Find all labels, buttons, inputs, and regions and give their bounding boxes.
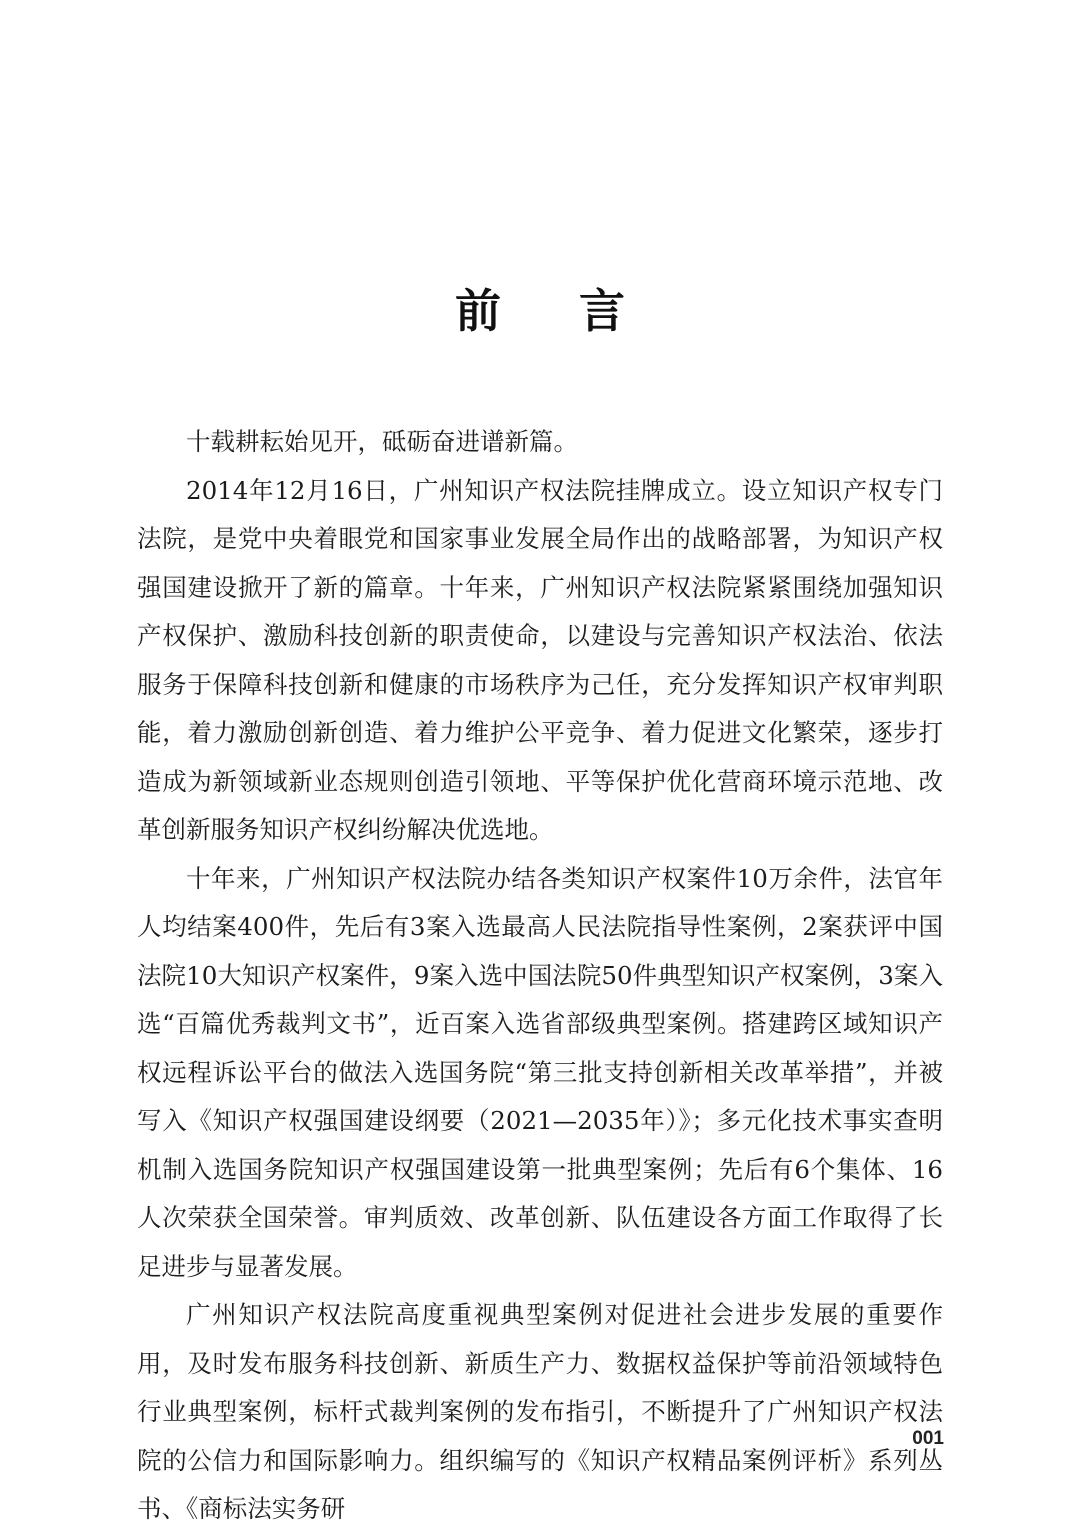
paragraph: 十载耕耘始见开，砥砺奋进谱新篇。 [186, 427, 578, 456]
page-title: 前言 [455, 283, 703, 338]
paragraph: 广州知识产权法院高度重视典型案例对促进社会进步发展的重要作用，及时发布服务科技创新、新质生产力、数据权益保护等前沿领域特色行业典型案例，标杆式裁判案例的发布指引，不断提升了广州知识产权法院的公信力和国际影响力。组织编写的《知识产权精品案例评析》系列丛书、《商标法实务研 [137, 1300, 943, 1523]
preface-body [137, 418, 943, 1534]
paragraph: 2014年12月16日，广州知识产权法院挂牌成立。设立知识产权专门法院，是党中央着眼党和国家事业发展全局作出的战略部署，为知识产权强国建设掀开了新的篇章。十年来，广州知识产权法院紧紧围绕加强知识产权保护、激励科技创新的职责使命，以建设与完善知识产权法治、依法服务于保障科技创新和健康的市场秩序为己任，充分发挥知识产权审判职能，着力激励创新创造、着力维护公平竞争、着力促进文化繁荣，逐步打造成为新领域新业态规则创造引领地、平等保护优化营商环境示范地、改革创新服务知识产权纠纷解决优选地。 [137, 475, 943, 844]
paragraph: 十年来，广州知识产权法院办结各类知识产权案件10万余件，法官年人均结案400件，先后有3案入选最高人民法院指导性案例，2案获评中国法院10大知识产权案件，9案入选中国法院50件典型知识产权案例，3案入选“百篇优秀裁判文书”，近百案入选省部级典型案例。搭建跨区域知识产权远程诉讼平台的做法入选国务院“第三批支持创新相关改革举措”，并被写入《知识产权强国建设纲要（2021—2035年）》；多元化技术事实查明机制入选国务院知识产权强国建设第一批典型案例；先后有6个集体、16人次荣获全国荣誉。审判质效、改革创新、队伍建设各方面工作取得了长足进步与显著发展。 [137, 863, 943, 1281]
page-number: 001 [912, 1428, 944, 1449]
